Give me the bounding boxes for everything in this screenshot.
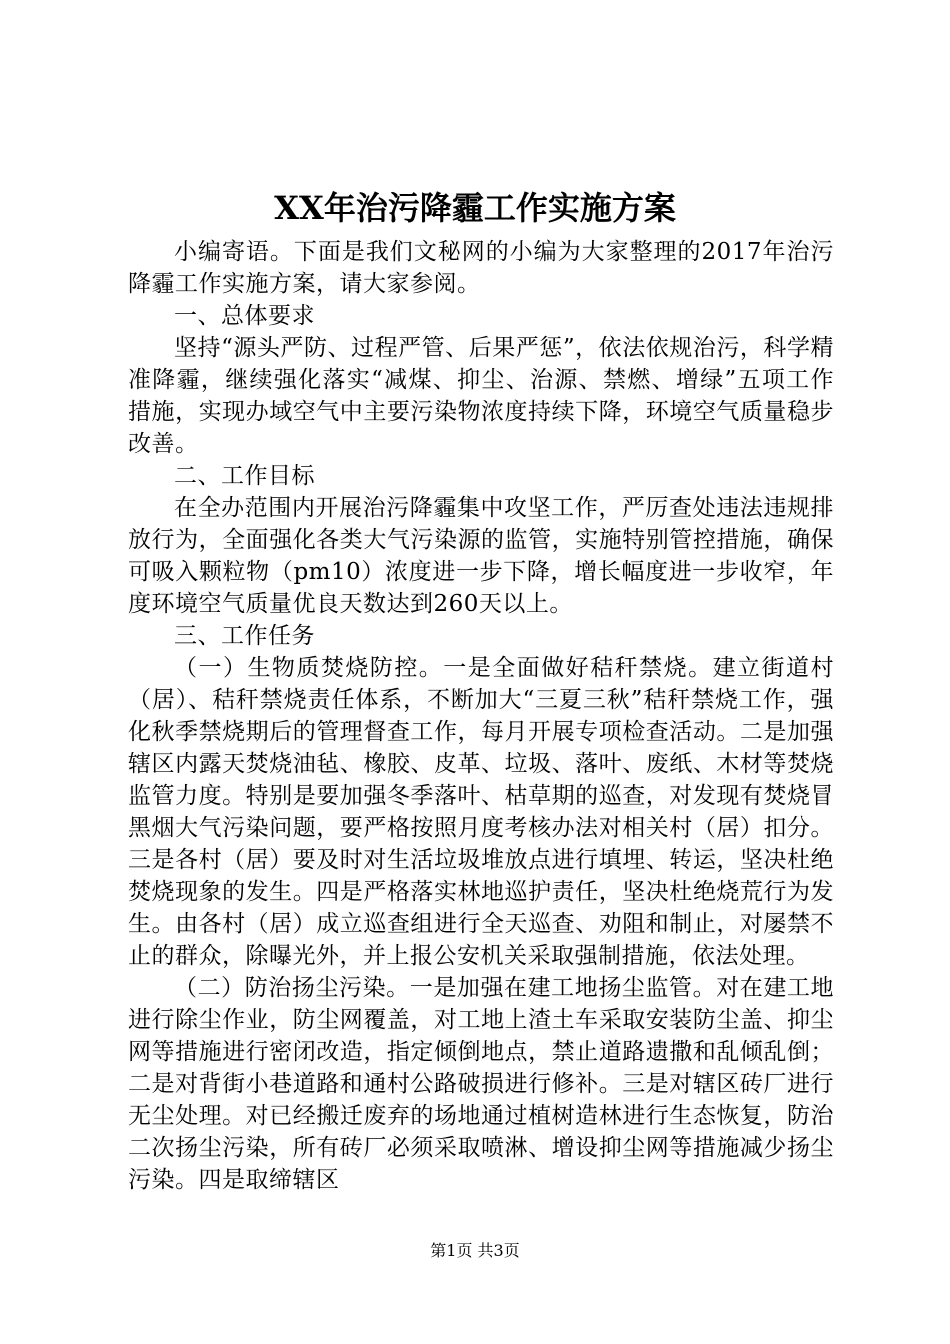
document-title: XX年治污降霾工作实施方案 — [274, 189, 676, 227]
section-heading-work-tasks: 三、工作任务 — [174, 623, 315, 649]
task-biomass-burning-paragraph: （一）生物质焚烧防控。一是全面做好秸秆禁烧。建立街道村（居）、秸秆禁烧责任体系，不断加大“三夏三秋”秸秆禁烧工作，强化秋季禁烧期后的管理督查工作，每月开展专项检查活动。二是加强辖区内露天焚烧油毡、橡胶、皮革、垃圾、落叶、废纸、木材等焚烧监管力度。特别是要加强冬季落叶、枯草期的巡查，对发现有焚烧冒黑烟大气污染问题，要严格按照月度考核办法对相关村（居）扣分。三是各村（居）要及时对生活垃圾堆放点进行填埋、转运，坚决杜绝焚烧现象的发生。四是严格落实林地巡护责任，坚决杜绝烧荒行为发生。由各村（居）成立巡查组进行全天巡查、劝阻和制止，对屡禁不止的群众，除曝光外，并上报公安机关采取强制措施，依法处理。 — [128, 655, 834, 969]
intro-paragraph: 小编寄语。下面是我们文秘网的小编为大家整理的2017年治污降霾工作实施方案，请大家参阅。 — [128, 239, 834, 297]
document-body — [128, 236, 834, 1196]
section-heading-work-goals: 二、工作目标 — [174, 463, 315, 489]
general-requirements-paragraph: 坚持“源头严防、过程严管、后果严惩”，依法依规治污，科学精准降霾，继续强化落实“减煤、抑尘、治源、禁燃、增绿”五项工作措施，实现办域空气中主要污染物浓度持续下降，环境空气质量稳步改善。 — [128, 335, 834, 457]
page-number-footer: 第1页 共3页 — [430, 1241, 520, 1260]
task-dust-control-paragraph: （二）防治扬尘污染。一是加强在建工地扬尘监管。对在建工地进行除尘作业，防尘网覆盖，对工地上渣土车采取安装防尘盖、抑尘网等措施进行密闭改造，指定倾倒地点，禁止道路遗撒和乱倾乱倒；二是对背街小巷道路和通村公路破损进行修补。三是对辖区砖厂进行无尘处理。对已经搬迁废弃的场地通过植树造林进行生态恢复，防治二次扬尘污染，所有砖厂必须采取喷淋、增设抑尘网等措施减少扬尘污染。四是取缔辖区 — [128, 975, 834, 1193]
section-heading-general-requirements: 一、总体要求 — [174, 303, 315, 329]
work-goals-paragraph: 在全办范围内开展治污降霾集中攻坚工作，严厉查处违法违规排放行为，全面强化各类大气污染源的监管，实施特别管控措施，确保可吸入颗粒物（pm10）浓度进一步下降，增长幅度进一步收窄，年度环境空气质量优良天数达到260天以上。 — [128, 495, 834, 617]
